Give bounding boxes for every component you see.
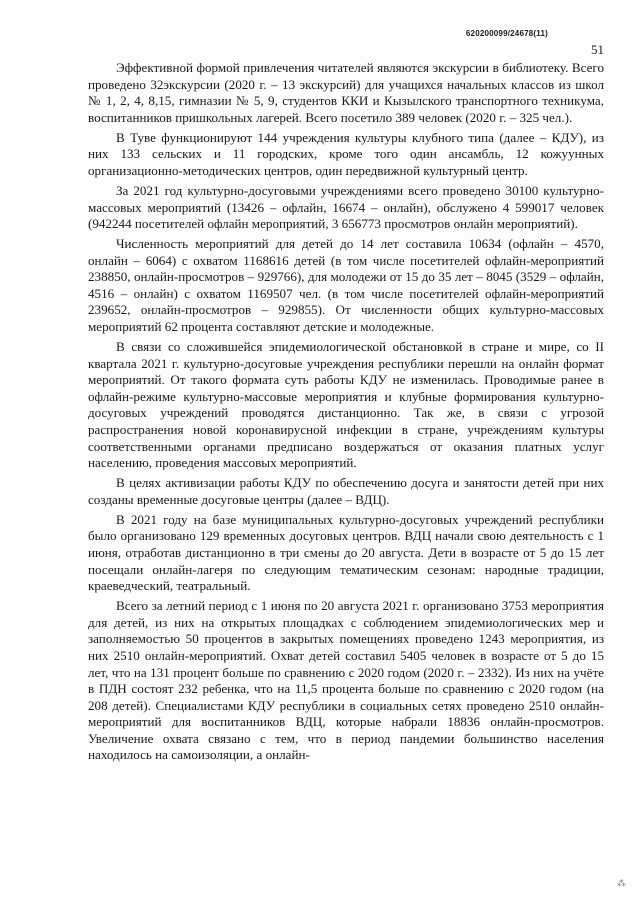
- paragraph-online-format: В связи со сложившейся эпидемиологической обстановкой в стране и мире, со II квартала 2021 г. культурно-досуговые учреждения республики перешли на онлайн формат мероприятий. От такого формата суть работы КДУ не изменилась. Проводимые ранее в офлайн-режиме культурно-массовые мероприятия и клубные формирования культурно-досуговых учреждений проводятся дистанционно. Так же, в связи с угрозой распространения новой коронавирусной инфекции в стране, учреждениям культуры соответственными органами предписано воздержаться от оказания платных услуг населению, проведения массовых мероприятий.: [88, 339, 604, 471]
- paragraph-events-total: За 2021 год культурно-досуговыми учреждениями всего проведено 30100 культурно-массовых мероприятий (13426 – офлайн, 16674 – онлайн), обслужено 4 599017 человек (942244 посетителей офлайн мероприятий, 3 656773 просмотров онлайн мероприятий).: [88, 182, 604, 232]
- body-text: [88, 60, 604, 767]
- paragraph-summer-period: Всего за летний период с 1 июня по 20 августа 2021 г. организовано 3753 мероприятия для детей, из них на открытых площадках с соблюдением эпидемиологических мер и заполняемостью 50 процентов в закрытых помещениях проведено 1243 мероприятия, из них 2510 онлайн-мероприятий. Охват детей составил 5405 человек в возрасте от 5 до 15 лет, что на 131 процент больше по сравнению с 2020 годом (2020 г. – 2332). Из них на учёте в ПДН состоят 232 ребенка, что на 11,5 процента больше по сравнению с 2020 годом (на 208 детей). Специалистами КДУ республики в социальных сетях проведено 2510 онлайн-мероприятий для воспитанников ВДЦ, которые набрали 18836 онлайн-просмотров. Увеличение охвата связано с тем, что в период пандемии большинство населения находилось на самоизоляции, а онлайн-: [88, 598, 604, 763]
- paragraph-vdc-2021: В 2021 году на базе муниципальных культурно-досуговых учреждений республики было организовано 129 временных досуговых центров. ВДЦ начали свою деятельность с 1 июня, отработав дистанционно в три смены до 20 августа. Дети в возрасте от 5 до 15 лет посещали онлайн-лагеря по следующим тематическим сезонам: народные традиции, краеведческий, театральный.: [88, 511, 604, 594]
- document-id: 620200099/24678(11): [465, 29, 548, 38]
- paragraph-excursions: Эффективной формой привлечения читателей являются экскурсии в библиотеку. Всего проведено 32экскурсии (2020 г. – 13 экскурсий) для учащихся начальных классов из школ № 1, 2, 4, 8,15, гимназии № 5, 9, студентов ККИ и Кызылского транспортного техникума, воспитанников пришкольных лагерей. Всего посетило 389 человек (2020 г. – 325 чел.).: [88, 60, 604, 125]
- paragraph-club-institutions: В Туве функционируют 144 учреждения культуры клубного типа (далее – КДУ), из них 133 сельских и 11 городских, кроме того один ансамбль, 12 кожуунных организационно-методических центров, один передвижной культурный центр.: [88, 129, 604, 178]
- paragraph-children-youth-events: Численность мероприятий для детей до 14 лет составила 10634 (офлайн – 4570, онлайн – 6064) с охватом 1168616 детей (в том числе посетителей офлайн-мероприятий 238850, онлайн-просмотров – 929766), для молодежи от 15 до 35 лет – 8045 (3529 – офлайн, 4516 – онлайн) с охватом 1169507 чел. (в том числе посетителей офлайн-мероприятий 239652, онлайн-просмотров – 929855). От численности общих культурно-массовых мероприятий 62 процента составляют детские и молодежные.: [88, 236, 604, 335]
- corner-mark: ⁂: [617, 879, 626, 889]
- page-number: 51: [591, 42, 604, 57]
- paragraph-leisure-centers: В целях активизации работы КДУ по обеспечению досуга и занятости детей при них созданы временные досуговые центры (далее – ВДЦ).: [88, 475, 604, 507]
